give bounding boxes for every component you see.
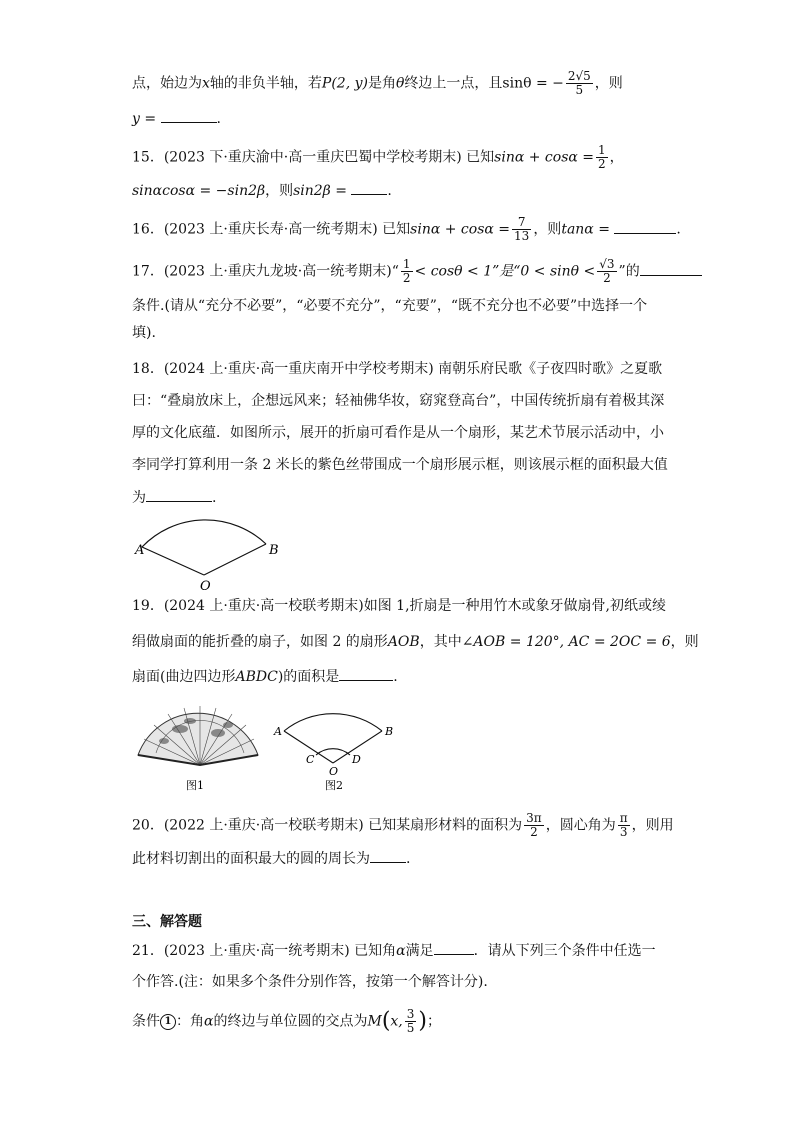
numerator: 1 bbox=[402, 257, 411, 271]
text: 条件 bbox=[132, 1013, 160, 1030]
outer-arc bbox=[284, 714, 382, 731]
text: 是角 bbox=[367, 75, 396, 92]
text: ， bbox=[609, 149, 624, 166]
sector-aob-figure bbox=[268, 695, 398, 795]
text: ，则 bbox=[533, 221, 562, 238]
text: 的终边与单位圆的交点为 bbox=[213, 1013, 368, 1030]
question-header: 20．(2022 上·重庆·高一校联考期末) 已知某扇形材料的面积为 bbox=[132, 817, 523, 834]
point-p: P(2, y) bbox=[321, 75, 368, 92]
label-B: B bbox=[269, 543, 279, 558]
math-expr: sinαcosα = −sin2β bbox=[132, 183, 266, 199]
fraction bbox=[524, 812, 544, 839]
q16-line-1 bbox=[132, 216, 681, 243]
text: 终边上一点，且 bbox=[404, 75, 503, 92]
inner-arc bbox=[316, 749, 350, 755]
arc bbox=[142, 520, 266, 547]
label-B: B bbox=[385, 725, 394, 738]
answer-blank[interactable] bbox=[370, 848, 406, 863]
radius-OB bbox=[204, 544, 266, 575]
var-alpha: α bbox=[396, 943, 406, 959]
label-A: A bbox=[274, 725, 282, 738]
figure-1-caption: 图1 bbox=[186, 779, 204, 792]
text: ，则用 bbox=[631, 817, 674, 834]
text: . bbox=[216, 111, 221, 127]
q17-line-1 bbox=[132, 258, 702, 285]
text: ，则 bbox=[670, 634, 699, 650]
math-expr: sinα + cosα = bbox=[410, 221, 511, 238]
q18-line-2: 曰：“叠扇放床上，企想远风来；轻袖佛华妆，窈窕登高台”，中国传统折扇有着极其深 bbox=[132, 393, 665, 409]
numerator: 2√5 bbox=[567, 69, 591, 83]
math-expr: AOB bbox=[387, 634, 420, 650]
math-expr: sinα + cosα = bbox=[494, 149, 595, 166]
section-heading: 三、解答题 bbox=[132, 914, 202, 930]
var-alpha: α bbox=[204, 1013, 214, 1030]
q15-line-1 bbox=[132, 144, 624, 171]
text: . bbox=[212, 490, 217, 506]
math-expr: tanα = bbox=[561, 221, 610, 238]
numerator: 1 bbox=[598, 143, 606, 157]
label-O: O bbox=[200, 579, 211, 594]
answer-blank[interactable] bbox=[614, 219, 676, 234]
answer-label: y = bbox=[132, 111, 157, 127]
text: ； bbox=[427, 1013, 441, 1030]
question-header: 21．(2023 上·重庆·高一统考期末) 已知角 bbox=[132, 943, 397, 959]
fraction bbox=[566, 70, 593, 97]
math-expr: < cosθ < 1”是“0 < sinθ < bbox=[414, 263, 596, 280]
coord-x: x, bbox=[390, 1013, 403, 1030]
point-m: M bbox=[367, 1013, 382, 1030]
q20-line-1 bbox=[132, 812, 674, 839]
q21-line-3 bbox=[132, 1008, 441, 1035]
text: ，圆心角为 bbox=[545, 817, 616, 834]
q18-line-4: 李同学打算利用一条 2 米长的紫色丝带围成一个扇形展示框，则该展示框的面积最大值 bbox=[132, 457, 668, 473]
text: ，则 bbox=[265, 183, 294, 199]
text: ，则 bbox=[594, 75, 623, 92]
denominator: 2 bbox=[598, 157, 606, 171]
q15-line-2 bbox=[132, 180, 392, 201]
folding-fan-image bbox=[134, 703, 264, 793]
paren-open: ( bbox=[381, 1008, 391, 1034]
q21-line-2: 个作答.(注：如果多个条件分别作答，按第一个解答计分). bbox=[132, 974, 488, 990]
numerator: 3π bbox=[526, 811, 542, 825]
denominator: 3 bbox=[619, 825, 628, 839]
text: 点，始边为 bbox=[132, 75, 202, 92]
answer-blank[interactable] bbox=[640, 261, 702, 276]
label-D: D bbox=[352, 753, 361, 766]
text: )的面积是 bbox=[277, 669, 340, 685]
answer-blank[interactable] bbox=[434, 940, 474, 955]
q19-line-3 bbox=[132, 666, 398, 687]
math-expr: sin2β = bbox=[293, 183, 347, 199]
fraction bbox=[401, 258, 413, 285]
text: 为 bbox=[132, 490, 146, 506]
figure-2-caption: 图2 bbox=[325, 779, 343, 792]
answer-blank[interactable] bbox=[339, 666, 393, 681]
numerator: √3 bbox=[599, 257, 615, 271]
var-theta: θ bbox=[395, 75, 405, 92]
label-A: A bbox=[135, 543, 145, 558]
var-x: x bbox=[202, 75, 210, 92]
answer-blank[interactable] bbox=[161, 108, 217, 123]
math-expr: ∠AOB = 120°, AC = 2OC = 6 bbox=[461, 634, 671, 650]
radius-OA bbox=[142, 547, 204, 575]
label-O: O bbox=[329, 765, 339, 778]
text: ：角 bbox=[176, 1013, 204, 1030]
text: 此材料切割出的面积最大的圆的周长为 bbox=[132, 851, 370, 867]
denominator: 2 bbox=[530, 825, 538, 839]
q14-line-1 bbox=[132, 70, 623, 97]
q17-line-3: 填). bbox=[132, 325, 156, 341]
text: 扇面(曲边四边形 bbox=[132, 669, 236, 685]
fraction bbox=[405, 1008, 417, 1035]
text: . bbox=[387, 183, 392, 199]
q17-line-2: 条件.(请从“充分不必要”，“必要不充分”，“充要”，“既不充分也不必要”中选择一个 bbox=[132, 298, 648, 314]
fraction bbox=[618, 812, 630, 839]
text: 轴的非负半轴，若 bbox=[209, 75, 322, 92]
question-header: 17．(2023 上·重庆九龙坡·高一统考期末)“ bbox=[132, 263, 399, 280]
fraction bbox=[596, 144, 608, 171]
text: ．请从下列三个条件中任选一 bbox=[473, 943, 656, 959]
paren-close: ) bbox=[418, 1008, 427, 1034]
denominator: 2 bbox=[603, 271, 611, 285]
text: ，其中 bbox=[419, 634, 462, 650]
q14-line-2 bbox=[132, 108, 221, 129]
fan-sector-figure bbox=[132, 500, 292, 595]
fraction bbox=[512, 216, 531, 243]
fraction bbox=[597, 258, 616, 285]
denominator: 5 bbox=[406, 1021, 415, 1035]
text: ”的 bbox=[618, 263, 640, 280]
denominator: 13 bbox=[514, 229, 530, 243]
numerator: π bbox=[619, 811, 628, 825]
q21-line-1 bbox=[132, 940, 656, 961]
q18-line-3: 厚的文化底蕴．如图所示，展开的折扇可看作是从一个扇形，某艺术节展示活动中，小 bbox=[132, 425, 664, 441]
text: . bbox=[393, 669, 398, 685]
q20-line-2 bbox=[132, 848, 410, 869]
q19-line-1: 19．(2024 上·重庆·高一校联考期末)如图 1,折扇是一种用竹木或象牙做扇骨,初纸或绫 bbox=[132, 598, 666, 614]
q19-line-2 bbox=[132, 632, 699, 652]
text: 满足 bbox=[405, 943, 434, 959]
math-expr: ABDC bbox=[235, 669, 278, 685]
circled-number-1: 1 bbox=[160, 1014, 176, 1030]
sin-expr: sinθ = − bbox=[502, 75, 564, 92]
text: 绢做扇面的能折叠的扇子，如图 2 的扇形 bbox=[132, 634, 388, 650]
denominator: 5 bbox=[575, 83, 584, 97]
label-C: C bbox=[306, 753, 315, 766]
question-header: 16．(2023 上·重庆长寿·高一统考期末) 已知 bbox=[132, 221, 411, 238]
text: . bbox=[406, 851, 411, 867]
q18-line-1: 18．(2024 上·重庆·高一重庆南开中学校考期末) 南朝乐府民歌《子夜四时歌》之夏歌 bbox=[132, 361, 663, 377]
question-header: 15．(2023 下·重庆渝中·高一重庆巴蜀中学校考期末) 已知 bbox=[132, 149, 495, 166]
text: . bbox=[676, 221, 681, 238]
numerator: 7 bbox=[512, 216, 531, 230]
answer-blank[interactable] bbox=[351, 180, 387, 195]
numerator: 3 bbox=[406, 1007, 415, 1021]
denominator: 2 bbox=[402, 271, 411, 285]
